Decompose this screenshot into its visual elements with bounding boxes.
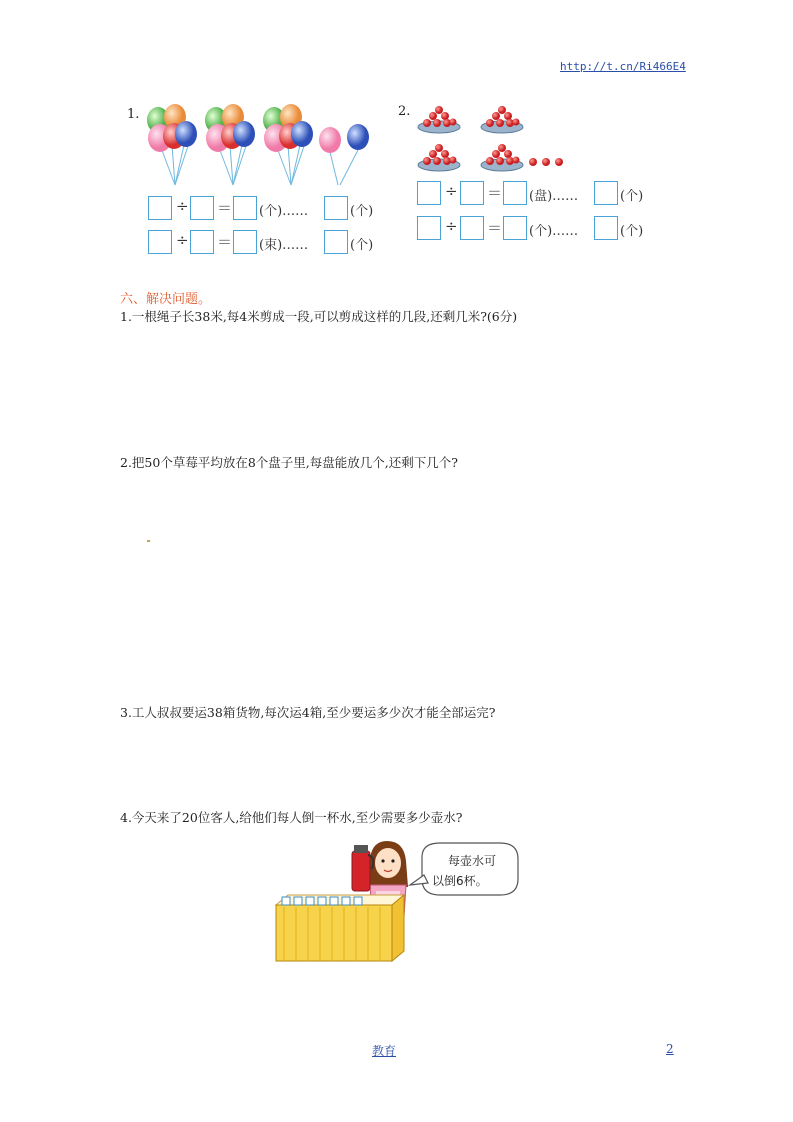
ex1-row1-equals-sign: ＝ <box>217 199 233 217</box>
speech-bubble-line-2: 以倒6杯。 <box>432 874 488 888</box>
problem-2: 2.把50个草莓平均放在8个盘子里,每盘能放几个,还剩下几个? <box>120 455 458 470</box>
ex2-row1-remainder-box[interactable] <box>594 181 618 205</box>
ex2-row2-remainder-box[interactable] <box>594 216 618 240</box>
tomato-plates-illustration <box>415 102 575 174</box>
footer-link[interactable]: 教育 <box>372 1044 397 1058</box>
cups-row <box>282 897 362 905</box>
ex2-row1-equals-sign: ＝ <box>487 184 503 202</box>
ex1-row1-divide-sign: ÷ <box>176 197 189 215</box>
balloon-bunch-3 <box>263 104 313 185</box>
speech-bubble-line-1: 每壶水可 <box>448 854 497 868</box>
ex1-row1-quotient-box[interactable] <box>233 196 257 220</box>
ex2-row2-quotient-box[interactable] <box>503 216 527 240</box>
ex2-row2-unit-quotient: (个)…… <box>529 224 579 239</box>
ex2-row1-divisor-box[interactable] <box>460 181 484 205</box>
page-number: 2 <box>666 1042 674 1056</box>
ex1-row2-dividend-box[interactable] <box>148 230 172 254</box>
ex2-row2-divide-sign: ÷ <box>445 217 458 235</box>
ex1-row2-unit-quotient: (束)…… <box>259 238 309 253</box>
ex1-row1-unit-quotient: (个)…… <box>259 204 309 219</box>
balloon-remainder <box>319 124 369 185</box>
ex1-row1-remainder-box[interactable] <box>324 196 348 220</box>
ex2-row1-unit-remainder: (个) <box>620 189 644 204</box>
water-serving-illustration <box>272 835 532 967</box>
ex1-row2-divisor-box[interactable] <box>190 230 214 254</box>
exercise-2-number: 2. <box>398 104 411 119</box>
exercise-1-number: 1. <box>127 107 140 122</box>
balloon-bunch-1 <box>147 104 197 185</box>
ex2-row1-unit-quotient: (盘)…… <box>529 189 579 204</box>
problem-4: 4.今天来了20位客人,给他们每人倒一杯水,至少需要多少壶水? <box>120 810 463 825</box>
header-url-link[interactable]: http://t.cn/Ri466E4 <box>560 60 686 73</box>
ex2-row1-dividend-box[interactable] <box>417 181 441 205</box>
ex2-row2-divisor-box[interactable] <box>460 216 484 240</box>
ex1-row2-unit-remainder: (个) <box>350 238 374 253</box>
tomato-plate-4 <box>481 144 523 171</box>
speech-bubble <box>410 843 518 895</box>
ex2-row2-unit-remainder: (个) <box>620 224 644 239</box>
ex1-row2-equals-sign: ＝ <box>217 233 233 251</box>
balloon-bunch-2 <box>205 104 255 185</box>
ex1-row1-divisor-box[interactable] <box>190 196 214 220</box>
balloons-illustration <box>140 100 380 190</box>
tomato-remainder <box>529 158 563 166</box>
ex2-row1-quotient-box[interactable] <box>503 181 527 205</box>
ex1-row1-dividend-box[interactable] <box>148 196 172 220</box>
thermos-kettle <box>352 845 373 891</box>
ex1-row2-quotient-box[interactable] <box>233 230 257 254</box>
stray-mark <box>147 540 150 542</box>
tomato-plate-2 <box>481 106 523 133</box>
ex2-row2-equals-sign: ＝ <box>487 219 503 237</box>
ex2-row1-divide-sign: ÷ <box>445 182 458 200</box>
problem-1: 1.一根绳子长38米,每4米剪成一段,可以剪成这样的几段,还剩几米?(6分) <box>120 309 518 324</box>
section-title: 六、解决问题。 <box>120 292 212 307</box>
ex1-row2-divide-sign: ÷ <box>176 231 189 249</box>
tomato-plate-3 <box>418 144 460 171</box>
problem-3: 3.工人叔叔要运38箱货物,每次运4箱,至少要运多少次才能全部运完? <box>120 705 496 720</box>
ex1-row1-unit-remainder: (个) <box>350 204 374 219</box>
tomato-plate-1 <box>418 106 460 133</box>
ex2-row2-dividend-box[interactable] <box>417 216 441 240</box>
ex1-row2-remainder-box[interactable] <box>324 230 348 254</box>
